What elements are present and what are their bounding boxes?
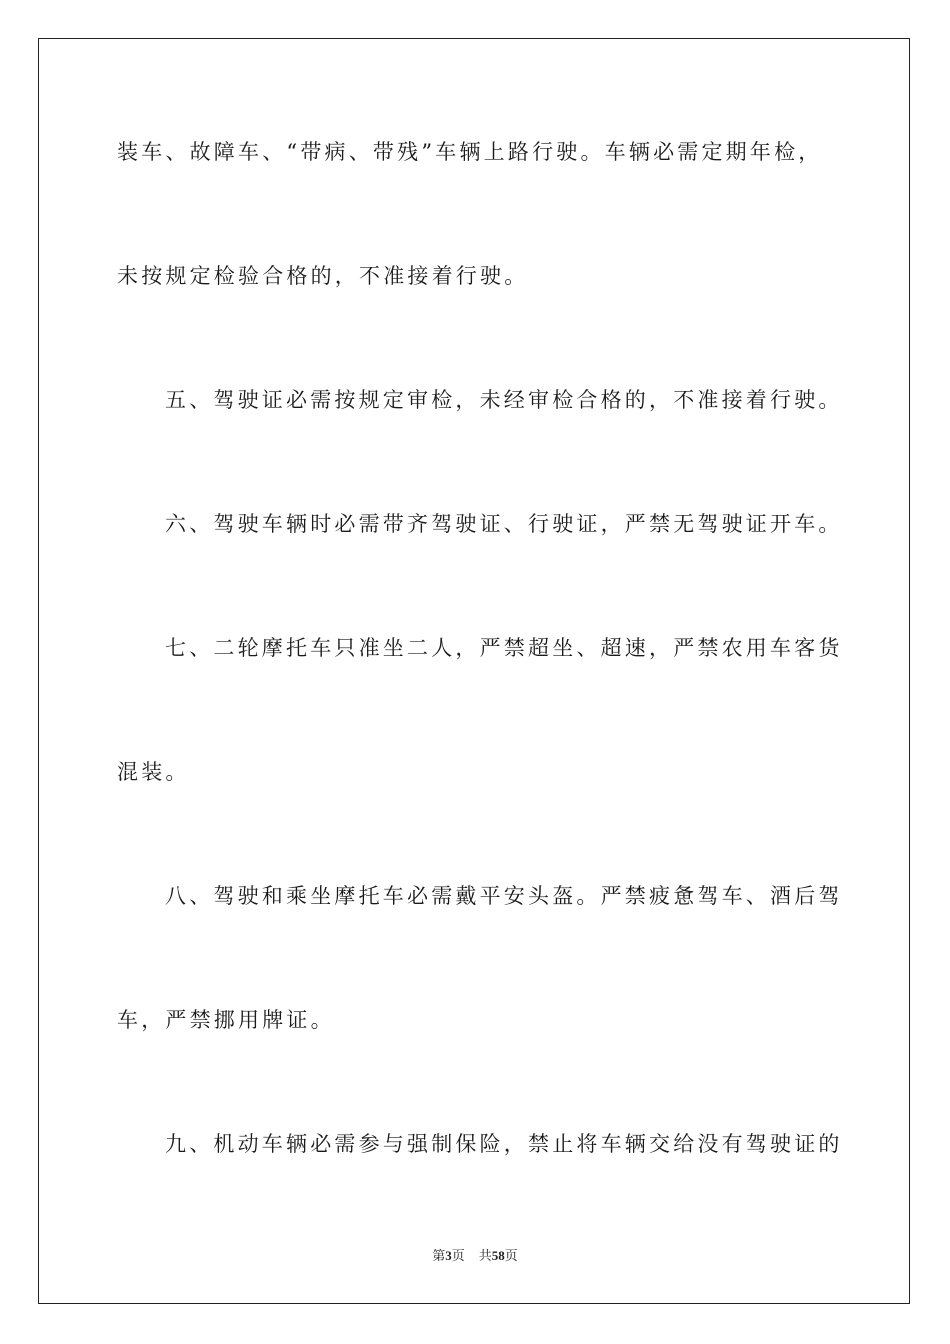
page-footer [0,1245,950,1264]
page-number: 3 [445,1248,452,1263]
total-pages: 58 [491,1248,505,1263]
paragraph-line: 九、机动车辆必需参与强制保险，禁止将车辆交给没有驾驶证的 [165,1132,843,1156]
paragraph-line: 装车、故障车、“带病、带残”车辆上路行驶。车辆必需定期年检， [117,140,823,164]
paragraph-line: 五、驾驶证必需按规定审检，未经审检合格的，不准接着行驶。 [165,388,843,412]
page-prefix: 第 [432,1248,446,1263]
paragraph-line: 六、驾驶车辆时必需带齐驾驶证、行驶证，严禁无驾驶证开车。 [165,512,843,536]
page-suffix: 页 [451,1248,465,1263]
total-suffix: 页 [504,1248,518,1263]
paragraph-line: 车，严禁挪用牌证。 [117,1008,335,1032]
paragraph-line: 七、二轮摩托车只准坐二人，严禁超坐、超速，严禁农用车客货 [165,636,843,660]
total-prefix: 共 [478,1248,492,1263]
paragraph-line: 八、驾驶和乘坐摩托车必需戴平安头盔。严禁疲惫驾车、酒后驾 [165,884,843,908]
page-border [38,38,910,1304]
paragraph-line: 未按规定检验合格的，不准接着行驶。 [117,264,529,288]
paragraph-line: 混装。 [117,760,190,784]
